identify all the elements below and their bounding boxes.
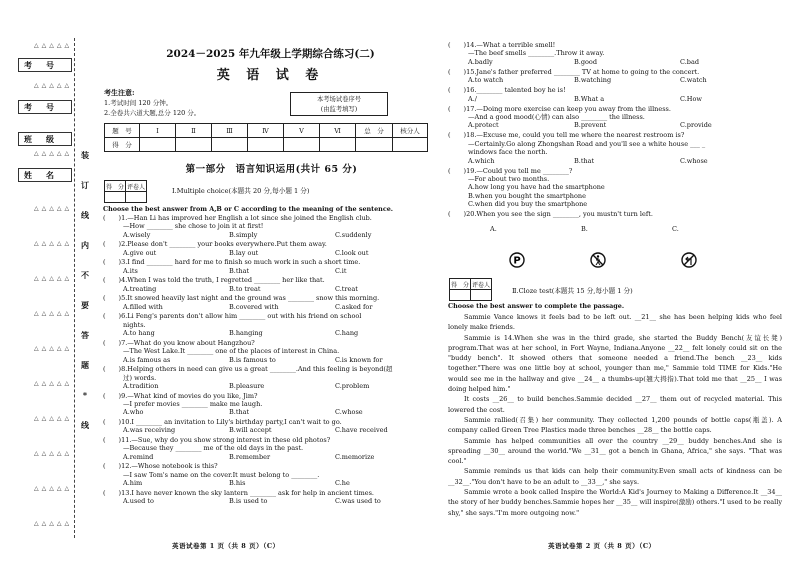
question-7: ( )7.—What do you know about Hangzhou? —The West Lake.It ________ one of the places of interest in China. A.is famous as B.is famous to C.is known for <box>103 338 383 364</box>
cut-line <box>74 38 75 538</box>
question-11: ( )11.—Sue, why do you show strong interest in these old photos? —Because they ________ me of the old days in the past. A.remind B.remember C.memorize <box>103 436 375 461</box>
section-two-instruction: Choose the best answer to complete the passage. <box>448 302 625 310</box>
strip-label: 班级 <box>24 134 68 144</box>
page-footer-left: 英语试卷第 1 页（共 8 页）（C） <box>172 542 280 550</box>
question-2: ( )2.Please don't ________ your books everywhere.Put them away. A.give out B.lay out C.look out <box>103 240 369 257</box>
question-19: ( )19.—Could you tell me ________? —For about two months. A.how long you have had the smartphone B.when you bought the smartphone C.when did you buy the smartphone <box>448 166 605 209</box>
no-left-turn-sign-icon <box>681 252 697 268</box>
question-10: ( )10.I ________ an invitation to Lily's birthday party,I can't wait to go. A.was receiving B.will accept C.have received <box>103 418 388 435</box>
strip-label: 考号 <box>24 60 68 70</box>
question-6: ( )6.Li Feng's parents don't allow him ________ out with his friend on school nights. A.to hang B.hanging C.hang <box>103 312 362 338</box>
no-pedestrian-sign-icon <box>590 252 606 268</box>
question-16: ( )16.________ talented boy he is! A./ B.What a C.How <box>448 86 702 103</box>
triangle-marks-icon: △△△△△ <box>34 310 73 317</box>
triangle-marks-icon: △△△△△ <box>34 415 73 422</box>
page-footer-right: 英语试卷第 2 页（共 8 页）（C） <box>548 542 656 550</box>
question-15: ( )15.Jane's father preferred ________ TV at home to going to the concert. A.to watch B.watching C.watch <box>448 67 707 85</box>
score-table: 题 号 Ⅰ Ⅱ Ⅲ Ⅳ Ⅴ Ⅵ 总 分 核分人 得 分 <box>104 123 428 152</box>
section-one-heading: Ⅰ.Multiple choice(本题共 20 分,每小题 1 分) <box>172 187 310 195</box>
score-reviewer-box-2: 得 分 评卷人 <box>449 278 492 301</box>
section-two-heading: Ⅱ.Cloze test(本题共 15 分,每小题 1 分) <box>512 287 633 295</box>
binding-warning: 装 订 线 内 不 要 答 题 * 线 <box>81 150 89 430</box>
passage-paragraph: It costs __26__ to build benches.Sammie decided __27__ them out of recycled material. This lowered the cost. <box>448 395 782 414</box>
triangle-marks-icon: △△△△△ <box>34 485 73 492</box>
triangle-marks-icon: △△△△△ <box>34 345 73 352</box>
question-13: ( )13.I have never known the sky lantern ________ ask for help in ancient times. A.used to B.is used to C.was used to <box>103 488 381 506</box>
passage-paragraph: Sammie wrote a book called Inspire the World:A Kid's Journey to Making a Difference.It __34__ the story of her buddy benches.Sammie hopes her __35__ will inspire(激励) others."I used to be really shy," she says."I'm more outgoing now." <box>448 488 782 517</box>
triangle-marks-icon: △△△△△ <box>34 520 73 527</box>
triangle-marks-icon: △△△△△ <box>34 450 73 457</box>
question-5: ( )5.It snowed heavily last night and the ground was ________ snow this morning. A.filled with B.covered with C.asked for <box>103 294 380 311</box>
triangle-marks-icon: △△△△△ <box>34 205 73 212</box>
strip-label: 考号 <box>24 102 68 112</box>
cloze-passage <box>448 312 782 518</box>
passage-paragraph: Sammie rallied(召集) her community. They collected 1,200 pounds of bottle caps(瓶盖). A company called Green Tree Plastics made three benches __28__ the bottle caps. <box>448 415 782 435</box>
question-4: ( )4.When I was told the truth, I regretted ________ her like that. A.treating B.to treat C.treat <box>103 276 358 293</box>
exam-title: 2024－2025 年九年级上学期综合练习(二) <box>166 48 375 60</box>
question-3: ( )3.I find ________ hard for me to finish so much work in such a short time. A.its B.that C.it <box>103 258 361 275</box>
binding-strip <box>0 0 88 561</box>
triangle-marks-icon: △△△△△ <box>34 275 73 282</box>
passage-paragraph: Sammie is 14.When she was in the third grade, she started the Buddy Bench(友谊长凳) program.That was at her school, in Fort Wayne, Indiana.Anyone __22__ felt lonely could sit on the "buddy bench". It showed others that someone needed a friend.The bench __23__ kids together."There was one little boy at school, younger than me," Sammie told TIME for Kids."He would see me in the hallway and give __24__ a thumbs-up(翘大拇指).That told me that __25__ I was doing helped him." <box>448 333 782 394</box>
strip-label: 姓名 <box>24 170 68 180</box>
score-reviewer-box: 得 分 评卷人 <box>104 180 147 203</box>
question-1: ( )1.—Han Li has improved her English a lot since she joined the English club. —How ________ she chose to join it at first! A.wisely B.simply C.suddenly <box>103 214 372 239</box>
triangle-marks-icon: △△△△△ <box>34 42 73 49</box>
passage-paragraph: Sammie has helped communities all over the country __29__ buddy benches.And she is spreading __30__ around the world."We __31__ got a bench in Ghana, Africa," she says. "That was cool." <box>448 436 782 466</box>
triangle-marks-icon: △△△△△ <box>34 150 73 157</box>
section-one-instruction: Choose the best answer from A,B or C according to the meaning of the sentence. <box>103 205 394 213</box>
question-9: ( )9.—What kind of movies do you like, Jim? —I prefer movies ________ make me laugh. A.who B.that C.whose <box>103 391 363 417</box>
question-12: ( )12.—Whose notebook is this? —I saw Tom's name on the cover.It must belong to ________. A.him B.his C.he <box>103 462 350 488</box>
question-17: ( )17.—Doing more exercise can keep you away from the illness. —And a good mood(心情) can also ________ the illness. A.protect B.prevent C.provide <box>448 104 712 130</box>
passage-paragraph: Sammie reminds us that kids can help their community.Even small acts of kindness can be __32__."You don't have to be an adult to __33__," she says. <box>448 467 782 486</box>
parking-sign-icon <box>509 252 525 268</box>
triangle-marks-icon: △△△△△ <box>34 240 73 247</box>
subject-title: 英 语 试 卷 <box>216 68 325 83</box>
part-one-heading: 第一部分 语言知识运用(共计 65 分) <box>185 164 358 175</box>
seat-number-box: 本考场试卷序号 (由监考填写) <box>290 92 388 116</box>
question-14: ( )14.—What a terrible smell! —The beef smells ________.Throw it away. A.badly B.good C.bad <box>448 41 700 66</box>
passage-paragraph: Sammie Vance knows it feels bad to be left out. __21__ she has been helping kids who feel lonely make friends. <box>448 313 782 332</box>
question-20: ( )20.When you see the sign ________, you mustn't turn left. A. B. C. <box>448 210 679 233</box>
svg-text:P: P <box>513 255 521 267</box>
candidate-notes: 考生注意: 1.考试时间 120 分钟。 2.全卷共六道大题,总分 120 分。 <box>104 88 201 117</box>
triangle-marks-icon: △△△△△ <box>34 380 73 387</box>
question-8: ( )8.Helping others in need can give us a great ________.And this feeling is beyond(超 过) words. A.tradition B.pleasure C.problem <box>103 365 393 390</box>
question-18: ( )18.—Excuse me, could you tell me where the nearest restroom is? —Certainly.Go along Zhongshan Road and you'll see a white house ___ _ windows face the north. A.which B.that C.whose <box>448 131 708 165</box>
triangle-marks-icon: △△△△△ <box>34 82 73 89</box>
